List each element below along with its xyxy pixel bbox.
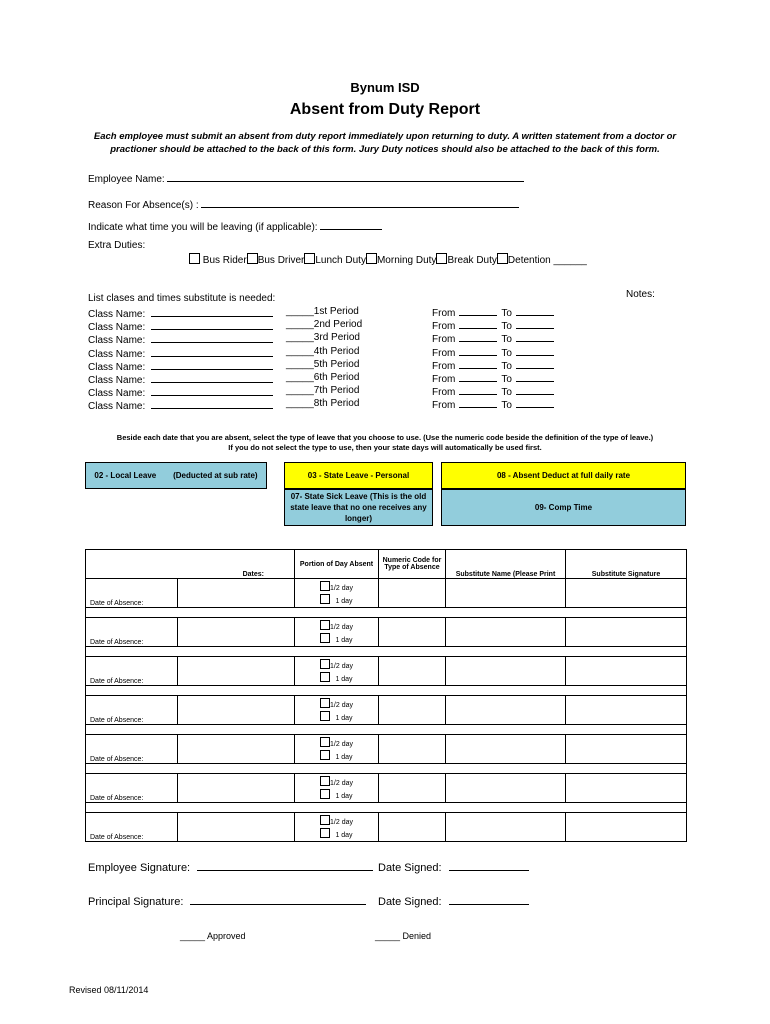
- header-portion: Portion of Day Absent: [295, 550, 379, 579]
- leaving-time-field[interactable]: [88, 219, 382, 233]
- date-cell[interactable]: [178, 657, 295, 686]
- from-label: From: [432, 387, 456, 398]
- date-cell[interactable]: [178, 774, 295, 803]
- employee-name-label: Employee Name:: [88, 174, 165, 185]
- from-label: From: [432, 348, 456, 359]
- employee-name-field[interactable]: [88, 171, 524, 185]
- leaving-time-label: Indicate what time you will be leaving (if applicable):: [88, 222, 318, 233]
- numeric-code-cell[interactable]: [379, 774, 446, 803]
- class-row: [88, 385, 273, 399]
- to-line[interactable]: [516, 346, 554, 356]
- reason-field[interactable]: [88, 197, 519, 211]
- from-line[interactable]: [459, 385, 497, 395]
- date-of-absence-label: Date of Absence:: [86, 657, 178, 686]
- org-name: Bynum ISD: [350, 80, 420, 95]
- notes-label: Notes:: [626, 289, 655, 300]
- checkbox-bus-driver[interactable]: [247, 253, 258, 264]
- from-line[interactable]: [459, 306, 497, 316]
- class-row: [88, 306, 273, 320]
- spacer-cell: [86, 608, 687, 618]
- half-day-checkbox[interactable]: [320, 815, 330, 825]
- substitute-signature-cell[interactable]: [566, 696, 687, 725]
- numeric-code-cell[interactable]: [379, 696, 446, 725]
- from-label: From: [432, 400, 456, 411]
- leave-instructions: [100, 433, 670, 453]
- absence-table: [85, 549, 687, 842]
- time-range[interactable]: [432, 346, 554, 359]
- half-day-checkbox[interactable]: [320, 698, 330, 708]
- full-day-checkbox[interactable]: [320, 594, 330, 604]
- period-label[interactable]: _____1st Period: [286, 306, 359, 317]
- class-name-label: Class Name:: [88, 362, 146, 373]
- full-day-checkbox[interactable]: [320, 711, 330, 721]
- full-day-checkbox[interactable]: [320, 789, 330, 799]
- half-day-checkbox[interactable]: [320, 581, 330, 591]
- substitute-name-cell[interactable]: [446, 657, 566, 686]
- numeric-code-cell[interactable]: [379, 735, 446, 764]
- class-name-line[interactable]: [151, 332, 273, 343]
- checkbox-detention[interactable]: [497, 253, 508, 264]
- approved-option[interactable]: _____ Approved: [180, 931, 246, 941]
- substitute-name-cell[interactable]: [446, 735, 566, 764]
- from-label: From: [432, 308, 456, 319]
- detention-blank[interactable]: ______: [553, 255, 587, 266]
- class-name-label: Class Name:: [88, 309, 146, 320]
- from-line[interactable]: [459, 319, 497, 329]
- substitute-name-cell[interactable]: [446, 813, 566, 842]
- header-sub-sig: Substitute Signature: [566, 550, 687, 579]
- leave-state-personal-box: [284, 462, 433, 489]
- class-row: [88, 332, 273, 346]
- class-row: [88, 372, 273, 386]
- date-of-absence-label: Date of Absence:: [86, 579, 178, 608]
- employee-signature-label: Employee Signature:: [88, 862, 191, 874]
- leave-absent-deduct-label: 08 - Absent Deduct at full daily rate: [496, 471, 631, 480]
- leave-instructions-line1: Beside each date that you are absent, select the type of leave that you choose to use. (Use the numeric code beside the definition of the type of leave.): [116, 433, 654, 442]
- class-name-line[interactable]: [151, 306, 273, 317]
- duty-morning-duty: Morning Duty: [376, 255, 437, 266]
- class-row: [88, 359, 273, 373]
- from-line[interactable]: [459, 359, 497, 369]
- class-name-label: Class Name:: [88, 375, 146, 386]
- full-day-label: 1 day: [335, 832, 353, 839]
- page-title: Absent from Duty Report: [289, 101, 481, 118]
- half-day-checkbox[interactable]: [320, 737, 330, 747]
- class-name-line[interactable]: [151, 319, 273, 330]
- class-row: [88, 346, 273, 360]
- half-day-checkbox[interactable]: [320, 776, 330, 786]
- leave-instructions-line2: If you do not select the type to use, then your state days will automatically be used first.: [228, 443, 542, 452]
- principal-date-label: Date Signed:: [378, 896, 442, 908]
- spacer-cell: [86, 803, 687, 813]
- date-of-absence-label: Date of Absence:: [86, 774, 178, 803]
- checkbox-bus-rider[interactable]: [189, 253, 200, 264]
- from-label: From: [432, 321, 456, 332]
- period-label[interactable]: _____4th Period: [286, 346, 360, 357]
- period-label[interactable]: _____7th Period: [286, 385, 360, 396]
- class-row: [88, 319, 273, 333]
- to-label: To: [501, 387, 512, 398]
- full-day-checkbox[interactable]: [320, 750, 330, 760]
- substitute-name-cell[interactable]: [446, 579, 566, 608]
- to-label: To: [501, 334, 512, 345]
- leave-state-sick-box: [284, 489, 433, 526]
- full-day-label: 1 day: [335, 754, 353, 761]
- period-label[interactable]: _____6th Period: [286, 372, 360, 383]
- date-of-absence-label: Date of Absence:: [86, 735, 178, 764]
- spacer-row: [86, 686, 687, 696]
- duty-bus-rider: Bus Rider: [202, 255, 247, 266]
- checkbox-break-duty[interactable]: [436, 253, 447, 264]
- to-line[interactable]: [516, 332, 554, 342]
- period-label[interactable]: _____3rd Period: [286, 332, 360, 343]
- to-label: To: [501, 321, 512, 332]
- portion-cell: [295, 618, 379, 647]
- class-name-label: Class Name:: [88, 322, 146, 333]
- numeric-code-cell[interactable]: [379, 657, 446, 686]
- spacer-row: [86, 764, 687, 774]
- leave-comp-time-box: [441, 489, 686, 526]
- table-row: [86, 735, 687, 764]
- duty-break-duty: Break Duty: [447, 255, 497, 266]
- leave-state-sick-label: 07- State Sick Leave (This is the old state leave that no one receives any longer): [290, 492, 427, 523]
- portion-cell: [295, 657, 379, 686]
- numeric-code-cell[interactable]: [379, 813, 446, 842]
- date-of-absence-label: Date of Absence:: [86, 618, 178, 647]
- date-of-absence-label: Date of Absence:: [86, 696, 178, 725]
- from-line[interactable]: [459, 398, 497, 408]
- from-line[interactable]: [459, 332, 497, 342]
- time-range[interactable]: [432, 359, 554, 372]
- half-day-label: 1/2 day: [330, 624, 353, 631]
- table-row: [86, 657, 687, 686]
- from-line[interactable]: [459, 346, 497, 356]
- to-label: To: [501, 308, 512, 319]
- principal-signature-label: Principal Signature:: [88, 896, 184, 908]
- to-label: To: [501, 361, 512, 372]
- table-row: [86, 813, 687, 842]
- reason-label: Reason For Absence(s) :: [88, 200, 199, 211]
- leave-local-note: (Deducted at sub rate): [173, 471, 258, 480]
- substitute-signature-cell[interactable]: [566, 735, 687, 764]
- to-label: To: [501, 348, 512, 359]
- full-day-checkbox[interactable]: [320, 633, 330, 643]
- half-day-label: 1/2 day: [330, 585, 353, 592]
- checkbox-morning-duty[interactable]: [366, 253, 377, 264]
- period-label[interactable]: _____2nd Period: [286, 319, 363, 330]
- time-range[interactable]: [432, 372, 554, 385]
- class-name-line[interactable]: [151, 346, 273, 357]
- time-range[interactable]: [432, 332, 554, 345]
- spacer-cell: [86, 686, 687, 696]
- class-name-label: Class Name:: [88, 349, 146, 360]
- period-label[interactable]: _____5th Period: [286, 359, 360, 370]
- duty-detention: Detention: [507, 255, 551, 266]
- time-range[interactable]: [432, 385, 554, 398]
- duty-lunch-duty: Lunch Duty: [315, 255, 366, 266]
- portion-cell: [295, 696, 379, 725]
- time-range[interactable]: [432, 319, 554, 332]
- to-line[interactable]: [516, 385, 554, 395]
- numeric-code-cell[interactable]: [379, 618, 446, 647]
- class-name-line[interactable]: [151, 359, 273, 370]
- to-line[interactable]: [516, 359, 554, 369]
- table-row: [86, 774, 687, 803]
- from-line[interactable]: [459, 372, 497, 382]
- substitute-signature-cell[interactable]: [566, 657, 687, 686]
- class-name-label: Class Name:: [88, 401, 146, 412]
- portion-cell: [295, 735, 379, 764]
- date-cell[interactable]: [178, 735, 295, 764]
- to-label: To: [501, 400, 512, 411]
- classes-intro: List clases and times substitute is needed:: [88, 293, 276, 304]
- substitute-name-cell[interactable]: [446, 696, 566, 725]
- checkbox-lunch-duty[interactable]: [304, 253, 315, 264]
- leave-state-personal-label: 03 - State Leave - Personal: [307, 471, 410, 480]
- employee-name-line[interactable]: [167, 171, 524, 182]
- class-row: [88, 398, 273, 412]
- leave-local-label: 02 - Local Leave: [94, 471, 157, 480]
- spacer-cell: [86, 647, 687, 657]
- from-label: From: [432, 374, 456, 385]
- leave-absent-deduct-box: [441, 462, 686, 489]
- full-day-label: 1 day: [335, 793, 353, 800]
- substitute-signature-cell[interactable]: [566, 618, 687, 647]
- header-numeric: Numeric Code for Type of Absence: [379, 550, 446, 579]
- substitute-name-cell[interactable]: [446, 618, 566, 647]
- to-line[interactable]: [516, 319, 554, 329]
- date-of-absence-label: Date of Absence:: [86, 813, 178, 842]
- date-cell[interactable]: [178, 696, 295, 725]
- leaving-time-line[interactable]: [320, 219, 382, 230]
- leave-comp-time-label: 09- Comp Time: [534, 503, 593, 512]
- portion-cell: [295, 774, 379, 803]
- substitute-signature-cell[interactable]: [566, 774, 687, 803]
- to-line[interactable]: [516, 372, 554, 382]
- date-cell[interactable]: [178, 813, 295, 842]
- employee-date-line[interactable]: [449, 860, 529, 871]
- half-day-label: 1/2 day: [330, 702, 353, 709]
- date-cell[interactable]: [178, 579, 295, 608]
- extra-duties-label: Extra Duties:: [88, 240, 146, 251]
- employee-date-field[interactable]: [378, 860, 529, 874]
- full-day-label: 1 day: [335, 676, 353, 683]
- table-row: [86, 618, 687, 647]
- principal-signature-line[interactable]: [190, 894, 366, 905]
- substitute-name-cell[interactable]: [446, 774, 566, 803]
- time-range[interactable]: [432, 398, 554, 411]
- intro-text: Each employee must submit an absent from duty report immediately upon returning to duty. A written statement from a doctor or practioner should be attached to the back of this form. Jury Duty notices should also be attached to the back of this form.: [93, 131, 677, 155]
- class-name-line[interactable]: [151, 398, 273, 409]
- substitute-signature-cell[interactable]: [566, 579, 687, 608]
- period-label[interactable]: _____8th Period: [286, 398, 360, 409]
- to-label: To: [501, 374, 512, 385]
- substitute-signature-cell[interactable]: [566, 813, 687, 842]
- class-name-label: Class Name:: [88, 335, 146, 346]
- half-day-checkbox[interactable]: [320, 659, 330, 669]
- half-day-label: 1/2 day: [330, 663, 353, 670]
- table-header-row: [86, 550, 687, 579]
- portion-cell: [295, 579, 379, 608]
- half-day-checkbox[interactable]: [320, 620, 330, 630]
- full-day-checkbox[interactable]: [320, 672, 330, 682]
- full-day-label: 1 day: [335, 637, 353, 644]
- employee-signature-field[interactable]: [88, 860, 373, 874]
- spacer-row: [86, 725, 687, 735]
- employee-date-label: Date Signed:: [378, 862, 442, 874]
- header-dates: Dates:: [178, 550, 295, 579]
- spacer-row: [86, 608, 687, 618]
- table-row: [86, 579, 687, 608]
- time-range[interactable]: [432, 306, 554, 319]
- full-day-label: 1 day: [335, 598, 353, 605]
- to-line[interactable]: [516, 398, 554, 408]
- class-name-line[interactable]: [151, 385, 273, 396]
- half-day-label: 1/2 day: [330, 741, 353, 748]
- spacer-row: [86, 803, 687, 813]
- portion-cell: [295, 813, 379, 842]
- from-label: From: [432, 361, 456, 372]
- class-name-line[interactable]: [151, 372, 273, 383]
- duties-row: [189, 253, 587, 266]
- to-line[interactable]: [516, 306, 554, 316]
- revised-date: Revised 08/11/2014: [69, 985, 149, 995]
- principal-date-field[interactable]: [378, 894, 529, 908]
- date-cell[interactable]: [178, 618, 295, 647]
- employee-signature-line[interactable]: [197, 860, 373, 871]
- header-sub-name: Substitute Name (Please Print: [446, 550, 566, 579]
- half-day-label: 1/2 day: [330, 780, 353, 787]
- principal-signature-field[interactable]: [88, 894, 366, 908]
- from-label: From: [432, 334, 456, 345]
- header-blank: [86, 550, 178, 579]
- numeric-code-cell[interactable]: [379, 579, 446, 608]
- spacer-row: [86, 647, 687, 657]
- class-name-label: Class Name:: [88, 388, 146, 399]
- full-day-label: 1 day: [335, 715, 353, 722]
- full-day-checkbox[interactable]: [320, 828, 330, 838]
- principal-date-line[interactable]: [449, 894, 529, 905]
- spacer-cell: [86, 764, 687, 774]
- half-day-label: 1/2 day: [330, 819, 353, 826]
- duty-bus-driver: Bus Driver: [257, 255, 305, 266]
- spacer-cell: [86, 725, 687, 735]
- leave-local-box: [85, 462, 267, 489]
- reason-line[interactable]: [201, 197, 519, 208]
- denied-option[interactable]: _____ Denied: [375, 931, 432, 941]
- table-row: [86, 696, 687, 725]
